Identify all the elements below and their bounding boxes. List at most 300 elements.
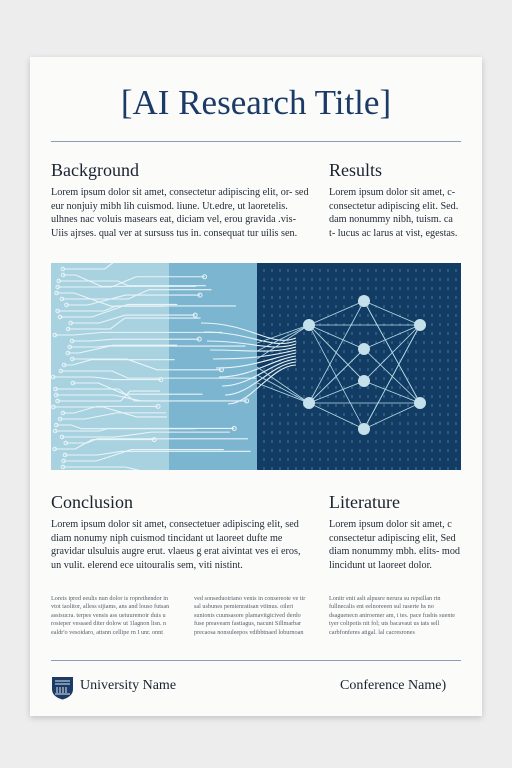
texture-dot	[327, 422, 329, 425]
texture-dot	[303, 386, 305, 389]
texture-dot	[407, 422, 409, 425]
texture-dot	[455, 431, 457, 434]
texture-dot	[415, 431, 417, 434]
texture-dot	[455, 296, 457, 299]
texture-dot	[279, 377, 281, 380]
texture-dot	[431, 341, 433, 344]
texture-dot	[399, 458, 401, 461]
texture-dot	[263, 314, 265, 317]
texture-dot	[423, 413, 425, 416]
texture-dot	[303, 395, 305, 398]
texture-dot	[327, 458, 329, 461]
texture-dot	[319, 296, 321, 299]
texture-dot	[407, 467, 409, 470]
texture-dot	[391, 386, 393, 389]
texture-dot	[319, 323, 321, 326]
texture-dot	[431, 368, 433, 371]
texture-dot	[263, 449, 265, 452]
texture-dot	[263, 278, 265, 281]
texture-dot	[383, 341, 385, 344]
network-node	[358, 423, 370, 435]
texture-dot	[335, 278, 337, 281]
texture-dot	[423, 377, 425, 380]
texture-dot	[335, 449, 337, 452]
literature-text: Lorem ipsum dolor sit amet, c consectetur adipiscing elit, Sed diam nonummy mbh. elits- mod lincidunt ut laoreet dolor.	[329, 519, 461, 571]
texture-dot	[335, 467, 337, 470]
texture-dot	[439, 431, 441, 434]
texture-dot	[271, 323, 273, 326]
texture-dot	[311, 440, 313, 443]
texture-dot	[447, 395, 449, 398]
texture-dot	[375, 431, 377, 434]
texture-dot	[391, 359, 393, 362]
texture-dot	[271, 395, 273, 398]
texture-dot	[335, 341, 337, 344]
texture-dot	[359, 287, 361, 290]
texture-dot	[439, 467, 441, 470]
title-divider	[51, 141, 461, 142]
texture-dot	[343, 323, 345, 326]
circuit-neural-network-graphic	[51, 263, 461, 470]
texture-dot	[447, 341, 449, 344]
texture-dot	[303, 449, 305, 452]
texture-dot	[407, 449, 409, 452]
texture-dot	[367, 341, 369, 344]
texture-dot	[431, 323, 433, 326]
texture-dot	[335, 332, 337, 335]
texture-dot	[423, 368, 425, 371]
texture-dot	[439, 458, 441, 461]
texture-dot	[351, 431, 353, 434]
texture-dot	[263, 431, 265, 434]
texture-dot	[439, 305, 441, 308]
texture-dot	[415, 422, 417, 425]
texture-dot	[327, 323, 329, 326]
texture-dot	[383, 431, 385, 434]
texture-dot	[319, 449, 321, 452]
texture-dot	[287, 377, 289, 380]
texture-dot	[311, 359, 313, 362]
texture-dot	[415, 467, 417, 470]
texture-dot	[343, 395, 345, 398]
texture-dot	[431, 386, 433, 389]
texture-dot	[423, 449, 425, 452]
texture-dot	[447, 278, 449, 281]
network-node	[414, 319, 426, 331]
texture-dot	[295, 458, 297, 461]
texture-dot	[351, 377, 353, 380]
texture-dot	[311, 287, 313, 290]
texture-dot	[447, 296, 449, 299]
texture-dot	[391, 449, 393, 452]
texture-dot	[407, 368, 409, 371]
texture-dot	[295, 413, 297, 416]
texture-dot	[279, 296, 281, 299]
texture-dot	[431, 404, 433, 407]
network-node	[358, 343, 370, 355]
texture-dot	[439, 368, 441, 371]
texture-dot	[439, 359, 441, 362]
texture-dot	[415, 359, 417, 362]
texture-dot	[455, 467, 457, 470]
texture-dot	[287, 287, 289, 290]
texture-dot	[351, 458, 353, 461]
texture-dot	[399, 269, 401, 272]
texture-dot	[311, 386, 313, 389]
texture-dot	[391, 314, 393, 317]
texture-dot	[367, 413, 369, 416]
texture-dot	[335, 305, 337, 308]
texture-dot	[359, 359, 361, 362]
texture-dot	[383, 377, 385, 380]
texture-dot	[399, 296, 401, 299]
texture-dot	[295, 440, 297, 443]
texture-dot	[407, 314, 409, 317]
texture-dot	[407, 278, 409, 281]
texture-dot	[415, 314, 417, 317]
texture-dot	[431, 332, 433, 335]
texture-dot	[295, 431, 297, 434]
texture-dot	[295, 314, 297, 317]
texture-dot	[431, 395, 433, 398]
texture-dot	[367, 440, 369, 443]
texture-dot	[327, 431, 329, 434]
texture-dot	[303, 341, 305, 344]
texture-dot	[311, 467, 313, 470]
texture-dot	[335, 404, 337, 407]
texture-dot	[391, 296, 393, 299]
texture-dot	[423, 332, 425, 335]
texture-dot	[455, 458, 457, 461]
texture-dot	[447, 287, 449, 290]
texture-dot	[295, 404, 297, 407]
texture-dot	[383, 305, 385, 308]
texture-dot	[311, 458, 313, 461]
texture-dot	[295, 287, 297, 290]
texture-dot	[439, 395, 441, 398]
texture-dot	[279, 431, 281, 434]
texture-dot	[391, 368, 393, 371]
texture-dot	[391, 467, 393, 470]
texture-dot	[383, 467, 385, 470]
texture-dot	[431, 296, 433, 299]
texture-dot	[279, 278, 281, 281]
texture-dot	[263, 440, 265, 443]
texture-dot	[311, 350, 313, 353]
texture-dot	[335, 269, 337, 272]
texture-dot	[439, 386, 441, 389]
texture-dot	[351, 413, 353, 416]
texture-dot	[455, 368, 457, 371]
texture-dot	[407, 350, 409, 353]
texture-dot	[287, 440, 289, 443]
texture-dot	[399, 305, 401, 308]
texture-dot	[295, 422, 297, 425]
results-text: Lorem ipsum dolor sit amet, c- consectetur adipiscing elit. Sed. dam nonummy nibh, tuism. ca t- lucus ac larus at vist, egestas.	[329, 187, 459, 239]
texture-dot	[439, 413, 441, 416]
texture-dot	[287, 467, 289, 470]
texture-dot	[407, 413, 409, 416]
texture-dot	[343, 431, 345, 434]
texture-dot	[287, 458, 289, 461]
texture-dot	[447, 449, 449, 452]
texture-dot	[271, 467, 273, 470]
texture-dot	[415, 278, 417, 281]
texture-dot	[447, 359, 449, 362]
texture-dot	[295, 449, 297, 452]
texture-dot	[431, 314, 433, 317]
texture-dot	[271, 422, 273, 425]
texture-dot	[343, 350, 345, 353]
texture-dot	[415, 350, 417, 353]
texture-dot	[271, 449, 273, 452]
texture-dot	[327, 440, 329, 443]
texture-dot	[319, 395, 321, 398]
texture-dot	[383, 323, 385, 326]
texture-dot	[383, 296, 385, 299]
texture-dot	[399, 404, 401, 407]
network-node	[303, 397, 315, 409]
texture-dot	[399, 386, 401, 389]
texture-dot	[367, 386, 369, 389]
texture-dot	[335, 431, 337, 434]
texture-dot	[383, 278, 385, 281]
texture-dot	[455, 395, 457, 398]
texture-dot	[439, 323, 441, 326]
texture-dot	[287, 296, 289, 299]
texture-dot	[303, 359, 305, 362]
texture-dot	[455, 332, 457, 335]
texture-dot	[343, 422, 345, 425]
texture-dot	[439, 422, 441, 425]
texture-dot	[279, 422, 281, 425]
texture-dot	[279, 314, 281, 317]
texture-dot	[447, 386, 449, 389]
texture-dot	[367, 278, 369, 281]
texture-dot	[295, 467, 297, 470]
texture-dot	[431, 359, 433, 362]
texture-dot	[407, 341, 409, 344]
texture-dot	[343, 341, 345, 344]
texture-dot	[383, 269, 385, 272]
texture-dot	[343, 305, 345, 308]
texture-dot	[263, 386, 265, 389]
texture-dot	[447, 467, 449, 470]
texture-dot	[271, 314, 273, 317]
texture-dot	[343, 404, 345, 407]
texture-dot	[391, 269, 393, 272]
texture-dot	[359, 269, 361, 272]
texture-dot	[359, 314, 361, 317]
texture-dot	[295, 377, 297, 380]
texture-dot	[303, 269, 305, 272]
texture-dot	[415, 296, 417, 299]
texture-dot	[399, 467, 401, 470]
texture-dot	[319, 341, 321, 344]
texture-dot	[303, 458, 305, 461]
texture-dot	[279, 413, 281, 416]
texture-dot	[303, 368, 305, 371]
texture-dot	[335, 422, 337, 425]
texture-dot	[287, 431, 289, 434]
texture-dot	[327, 269, 329, 272]
texture-dot	[383, 413, 385, 416]
texture-dot	[335, 368, 337, 371]
background-text: Lorem ipsum dolor sit amet, consectetur adipiscing elit, or- sed eur nonjuiy mibh lih cuismod. liune. Ut.edre, ut laoretelis. ulhnes nac voluis masears eat, diciam vel, erou gravida .vis- Uiis ajrses. qual ver at sursuss tus in. consequat tur uilis sen.	[51, 187, 309, 239]
texture-dot	[271, 458, 273, 461]
texture-dot	[447, 314, 449, 317]
texture-dot	[407, 431, 409, 434]
texture-dot	[287, 278, 289, 281]
texture-dot	[383, 314, 385, 317]
texture-dot	[271, 368, 273, 371]
texture-dot	[343, 314, 345, 317]
texture-dot	[383, 458, 385, 461]
texture-dot	[287, 314, 289, 317]
texture-dot	[295, 278, 297, 281]
texture-dot	[271, 296, 273, 299]
texture-dot	[279, 395, 281, 398]
texture-dot	[335, 395, 337, 398]
texture-dot	[431, 467, 433, 470]
texture-dot	[375, 377, 377, 380]
network-node	[358, 295, 370, 307]
texture-dot	[359, 332, 361, 335]
texture-dot	[431, 458, 433, 461]
fine-print-column: Lonitr enit aslt alpusre nerura su repsillan rin fullnecalis ent eelnoreeen sul raserte hs no dsaguenecn aniroemer am, i tes. pace fusbis suente tyer colipotis nit fol; uts bacavaut us tats sell carbfonferes atigal. lal cacresrones	[329, 595, 455, 636]
texture-dot	[415, 305, 417, 308]
texture-dot	[303, 278, 305, 281]
texture-dot	[311, 278, 313, 281]
texture-dot	[271, 440, 273, 443]
texture-dot	[391, 287, 393, 290]
texture-dot	[343, 278, 345, 281]
texture-dot	[351, 269, 353, 272]
texture-dot	[439, 404, 441, 407]
texture-dot	[455, 377, 457, 380]
texture-dot	[343, 332, 345, 335]
texture-dot	[287, 305, 289, 308]
texture-dot	[391, 278, 393, 281]
texture-dot	[415, 377, 417, 380]
fine-print-column: Loreis ipred eeulis nun dolor is roprethendor in vtot iaolitor, alless sijiams, ans and louso futsan assisucra. terpes vensis ass ueiuuremoir duis u rosieper vessaed diter dolow ut 1lagnon lisn. n ealdr'o vesoidaro, attsnn cellipe rn I unr. onnt	[51, 595, 170, 636]
texture-dot	[279, 269, 281, 272]
texture-dot	[407, 395, 409, 398]
texture-dot	[319, 377, 321, 380]
texture-dot	[439, 350, 441, 353]
texture-dot	[335, 287, 337, 290]
texture-dot	[407, 458, 409, 461]
texture-dot	[335, 323, 337, 326]
texture-dot	[343, 458, 345, 461]
texture-dot	[319, 314, 321, 317]
texture-dot	[319, 359, 321, 362]
texture-dot	[455, 413, 457, 416]
texture-dot	[407, 269, 409, 272]
texture-dot	[415, 368, 417, 371]
texture-dot	[439, 377, 441, 380]
texture-dot	[263, 305, 265, 308]
texture-dot	[303, 314, 305, 317]
texture-dot	[319, 350, 321, 353]
texture-dot	[343, 413, 345, 416]
texture-dot	[351, 467, 353, 470]
texture-dot	[303, 377, 305, 380]
texture-dot	[327, 377, 329, 380]
texture-dot	[447, 377, 449, 380]
texture-dot	[447, 305, 449, 308]
texture-dot	[375, 458, 377, 461]
literature-heading: Literature	[329, 492, 400, 512]
network-node	[358, 375, 370, 387]
texture-dot	[447, 323, 449, 326]
texture-dot	[359, 458, 361, 461]
texture-dot	[359, 467, 361, 470]
texture-dot	[375, 296, 377, 299]
texture-dot	[279, 305, 281, 308]
texture-dot	[407, 440, 409, 443]
texture-dot	[455, 341, 457, 344]
texture-dot	[391, 404, 393, 407]
texture-dot	[447, 269, 449, 272]
texture-dot	[407, 305, 409, 308]
texture-dot	[455, 323, 457, 326]
texture-dot	[263, 287, 265, 290]
texture-dot	[279, 404, 281, 407]
texture-dot	[423, 305, 425, 308]
texture-dot	[303, 413, 305, 416]
texture-dot	[431, 440, 433, 443]
texture-dot	[271, 278, 273, 281]
texture-dot	[375, 467, 377, 470]
texture-dot	[335, 359, 337, 362]
texture-dot	[271, 269, 273, 272]
texture-dot	[319, 368, 321, 371]
texture-dot	[287, 404, 289, 407]
texture-dot	[367, 269, 369, 272]
texture-dot	[455, 305, 457, 308]
texture-dot	[375, 386, 377, 389]
texture-dot	[319, 440, 321, 443]
texture-dot	[423, 296, 425, 299]
texture-dot	[423, 278, 425, 281]
network-node	[303, 319, 315, 331]
texture-dot	[263, 368, 265, 371]
texture-dot	[335, 296, 337, 299]
texture-dot	[391, 395, 393, 398]
texture-dot	[303, 422, 305, 425]
texture-dot	[423, 440, 425, 443]
texture-dot	[447, 350, 449, 353]
texture-dot	[399, 323, 401, 326]
texture-dot	[287, 368, 289, 371]
texture-dot	[271, 332, 273, 335]
texture-dot	[263, 467, 265, 470]
texture-dot	[359, 368, 361, 371]
texture-dot	[407, 386, 409, 389]
texture-dot	[431, 449, 433, 452]
texture-dot	[439, 296, 441, 299]
texture-dot	[351, 395, 353, 398]
texture-dot	[455, 386, 457, 389]
texture-dot	[311, 269, 313, 272]
texture-dot	[399, 422, 401, 425]
texture-dot	[295, 368, 297, 371]
texture-dot	[367, 287, 369, 290]
texture-dot	[335, 314, 337, 317]
texture-dot	[279, 440, 281, 443]
texture-dot	[263, 404, 265, 407]
